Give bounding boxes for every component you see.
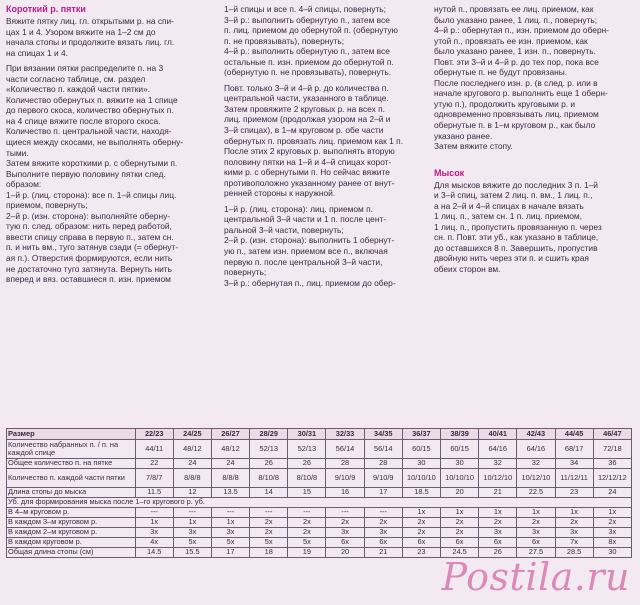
table-cell: 56/14 xyxy=(364,440,402,459)
text-line: центральной 3–й части и 1 п. после цент- xyxy=(224,214,387,225)
text-line: 4–й р.: выполнить обернутую п., затем все xyxy=(224,46,390,57)
column-3 xyxy=(434,4,634,275)
size-header-cell: 40/41 xyxy=(479,429,517,440)
table-cell: 8/8/8 xyxy=(211,469,249,488)
table-cell: 10/10/10 xyxy=(402,469,440,488)
table-cell: 52/13 xyxy=(288,440,326,459)
table-cell: 56/14 xyxy=(326,440,364,459)
text-line: 2–й р. (изн. сторона): выполнить 1 обернут- xyxy=(224,235,395,246)
table-cell: 23 xyxy=(555,488,593,498)
text-line: на 4 спице вяжите после второго скоса. xyxy=(6,115,161,126)
table-cell: 1x xyxy=(211,518,249,528)
text-line: было указано ранее, 1 изн. п., повернуть. xyxy=(434,46,596,57)
table-cell: 26 xyxy=(288,459,326,469)
table-row xyxy=(7,488,632,498)
table-cell: 5x xyxy=(288,538,326,548)
text-line: центральной части, указанного в таблице. xyxy=(224,93,389,104)
table-cell: 8/10/8 xyxy=(288,469,326,488)
text-line: ая п.). Отверстия формируются, если нить xyxy=(6,253,173,264)
table-cell: 14 xyxy=(250,488,288,498)
text-line: противоположно указанному ранее от внут- xyxy=(224,177,395,188)
table-cell: 23 xyxy=(402,548,440,558)
text-line: кими р. с обернутыми п. Но сейчас вяжите xyxy=(224,167,390,178)
table-cell: 24 xyxy=(593,488,631,498)
table-cell: 3x xyxy=(173,528,211,538)
text-line: Затем провяжите 2 круговых р. на всех п. xyxy=(224,103,385,114)
text-line: 1–й спицы и все п. 4–й спицы, повернуть; xyxy=(224,4,386,14)
text-line: 3–й спицах), в 1–м круговом р. обе части xyxy=(224,125,384,136)
text-line: (обернутую п. не провязывать), повернуть. xyxy=(224,67,392,78)
table-cell: 1x xyxy=(555,508,593,518)
text-line: обернутые п. в 1–м круговом р., как было xyxy=(434,120,596,131)
column-2 xyxy=(224,4,424,288)
text-line: первую п. после центральной 3–й части, xyxy=(224,256,383,267)
size-header-label: Размер xyxy=(7,429,136,440)
table-cell: 2x xyxy=(440,528,478,538)
text-line: 2–й р. (изн. сторона): выполняйте оберну- xyxy=(6,210,171,221)
text-line: двойную нить через эти п. и сшить края xyxy=(434,253,589,264)
table-row xyxy=(7,498,632,508)
table-cell: 24.5 xyxy=(440,548,478,558)
size-header-row xyxy=(7,429,632,440)
table-cell: 6x xyxy=(517,538,555,548)
table-cell: 11.5 xyxy=(135,488,173,498)
table-cell: 16 xyxy=(326,488,364,498)
table-cell: 14.5 xyxy=(135,548,173,558)
text-line: щиеся между скосами, не выполнять оберну- xyxy=(6,137,184,148)
watermark-logo: Postila.ru xyxy=(441,555,630,599)
row-label: В 4–м круговом р. xyxy=(7,508,136,518)
table-cell: 15.5 xyxy=(173,548,211,558)
text-line: образом: xyxy=(6,179,42,190)
table-row xyxy=(7,459,632,469)
table-cell: 2x xyxy=(479,518,517,528)
size-header-cell: 36/37 xyxy=(402,429,440,440)
table-cell: 6x xyxy=(364,538,402,548)
text-line: «Количество п. каждой части пятки». xyxy=(6,84,151,95)
table-cell: 1x xyxy=(173,518,211,528)
table-cell: 3x xyxy=(593,528,631,538)
size-header-cell: 26/27 xyxy=(211,429,249,440)
table-cell: 18.5 xyxy=(402,488,440,498)
size-header-cell: 30/31 xyxy=(288,429,326,440)
text-line: обеих сторон вм. xyxy=(434,264,501,275)
text-line: одновременно провязывать лиц. приемом xyxy=(434,109,599,120)
text-line: 3–й р.: обернутая п., лиц. приемом до обер- xyxy=(224,277,396,288)
table-row xyxy=(7,528,632,538)
table-cell: 7x xyxy=(555,538,593,548)
table-cell: 3x xyxy=(211,528,249,538)
text-line: 3–й р.: выполнить обернутую п., затем все xyxy=(224,14,390,25)
table-cell: 28 xyxy=(326,459,364,469)
table-cell: 4x xyxy=(135,538,173,548)
text-line: нутой п., провязать ее лиц. приемом, как xyxy=(434,4,594,14)
table-cell: 18 xyxy=(250,548,288,558)
size-header-cell: 42/43 xyxy=(517,429,555,440)
size-header-cell: 34/35 xyxy=(364,429,402,440)
text-line: Затем вяжите стопу. xyxy=(434,141,513,152)
row-label: В каждом 2–м круговом р. xyxy=(7,528,136,538)
table-cell: 64/16 xyxy=(517,440,555,459)
table-cell: 21 xyxy=(479,488,517,498)
table-cell: 44/11 xyxy=(135,440,173,459)
row-label: Общая длина стопы (см) xyxy=(7,548,136,558)
text-line: Повт. эти 3–й и 4–й р. до тех пор, пока все xyxy=(434,56,599,67)
size-table xyxy=(6,428,632,558)
table-cell: 2x xyxy=(555,518,593,528)
text-line: утой п., провязать ее изн. приемом, как xyxy=(434,35,588,46)
table-cell: --- xyxy=(326,508,364,518)
size-header-cell: 28/29 xyxy=(250,429,288,440)
table-cell: --- xyxy=(288,508,326,518)
text-line: указано ранее. xyxy=(434,130,493,141)
table-cell: 9/10/9 xyxy=(364,469,402,488)
text-line: и 3–й спиц, затем 2 лиц. п. вм., 1 лиц. п., xyxy=(434,190,593,201)
table-cell: 1x xyxy=(479,508,517,518)
text-line: а на 2–й и 4–й спицах в начале вязать xyxy=(434,200,584,211)
table-cell: 68/17 xyxy=(555,440,593,459)
table-cell: 8/8/8 xyxy=(173,469,211,488)
table-cell: 3x xyxy=(135,528,173,538)
table-cell: 30 xyxy=(402,459,440,469)
text-line: части согласно таблице, см. раздел xyxy=(6,73,146,84)
text-line: лиц. приемом (продолжая узором на 2–й и xyxy=(224,114,391,125)
table-cell: 24 xyxy=(211,459,249,469)
table-cell: 2x xyxy=(402,518,440,528)
table-cell: 32 xyxy=(517,459,555,469)
table-cell: --- xyxy=(364,508,402,518)
row-label: Общее количество п. на пятке xyxy=(7,459,136,469)
table-cell: 20 xyxy=(440,488,478,498)
table-cell: 30 xyxy=(593,548,631,558)
text-line: повернуть; xyxy=(224,267,267,278)
heading-toe: Мысок xyxy=(434,167,465,178)
text-line: 1–й р. (лиц. сторона): все п. 1–й спицы лиц. xyxy=(6,189,177,200)
heading-short-heel: Короткий р. пятки xyxy=(6,4,86,14)
table-cell: 10/12/10 xyxy=(479,469,517,488)
table-cell: 9/10/9 xyxy=(326,469,364,488)
table-cell: 48/12 xyxy=(173,440,211,459)
text-line: Повт. только 3–й и 4–й р. до количества п. xyxy=(224,82,389,93)
text-line: до оставшихся 8 п. Завершить, пропустив xyxy=(434,242,598,253)
row-label: Длина стопы до мыска xyxy=(7,488,136,498)
table-cell: 8/10/8 xyxy=(250,469,288,488)
size-header-cell: 32/33 xyxy=(326,429,364,440)
spacer xyxy=(434,152,634,168)
table-cell: 2x xyxy=(250,528,288,538)
table-cell: 6x xyxy=(326,538,364,548)
table-cell: 2x xyxy=(250,518,288,528)
text-line: Количество обернутых п. вяжите на 1 спице xyxy=(6,94,178,105)
text-line: При вязании пятки распределите п. на 3 xyxy=(6,63,164,74)
table-cell: 2x xyxy=(593,518,631,528)
text-line: ввести спицу справа в первую п., затем сн. xyxy=(6,231,174,242)
column-1 xyxy=(6,4,206,285)
table-cell: 2x xyxy=(288,518,326,528)
row-label: В каждом круговом р. xyxy=(7,538,136,548)
text-line: п. и нить вм., туго затянув сзади (= обернут- xyxy=(6,242,179,253)
text-line: После этих 2 круговых р. выполнять вторую xyxy=(224,146,395,157)
table-cell: 6x xyxy=(440,538,478,548)
text-line: на спицах 1 и 4. xyxy=(6,47,68,58)
table-cell: 10/10/10 xyxy=(440,469,478,488)
table-cell: 26 xyxy=(479,548,517,558)
table-cell: 7/8/7 xyxy=(135,469,173,488)
table-cell: 22 xyxy=(135,459,173,469)
table-cell: 5x xyxy=(211,538,249,548)
text-line: было указано ранее, 1 лиц. п., повернуть; xyxy=(434,14,598,25)
decrease-section-label: Уб. для формирования мыска после 1–го кругового р. уб. xyxy=(7,498,632,508)
table-cell: 12/12/12 xyxy=(593,469,631,488)
table-cell: 11/12/11 xyxy=(555,469,593,488)
table-cell: 17 xyxy=(211,548,249,558)
table-row xyxy=(7,508,632,518)
table-cell: 2x xyxy=(288,528,326,538)
table-cell: 34 xyxy=(555,459,593,469)
text-line: половину пятки на 1–й и 4–й спицах корот- xyxy=(224,156,392,167)
text-line: Выполните первую половину пятки след. xyxy=(6,168,166,179)
table-cell: 3x xyxy=(517,528,555,538)
table-cell: 1x xyxy=(135,518,173,528)
text-line: 4–й р.: обернутая п., изн. приемом до оберн- xyxy=(434,25,610,36)
table-row xyxy=(7,538,632,548)
table-cell: 64/16 xyxy=(479,440,517,459)
table-cell: 52/13 xyxy=(250,440,288,459)
row-label: В каждом 3–м круговом р. xyxy=(7,518,136,528)
text-line: 1–й р. (лиц. сторона): лиц. приемом п. xyxy=(224,203,373,214)
table-cell: 3x xyxy=(326,528,364,538)
table-cell: 28.5 xyxy=(555,548,593,558)
table-cell: 22.5 xyxy=(517,488,555,498)
table-cell: 60/15 xyxy=(440,440,478,459)
table-row xyxy=(7,440,632,459)
text-line: Затем вяжите короткими р. с обернутыми п. xyxy=(6,158,178,169)
table-cell: 5x xyxy=(173,538,211,548)
table-cell: 6x xyxy=(402,538,440,548)
text-line: начала стопы и продолжите вязать лиц. гл. xyxy=(6,37,175,48)
text-line: цах 1 и 4. Узором вяжите на 1–2 см до xyxy=(6,26,156,37)
text-line: тыми. xyxy=(6,147,29,158)
size-header-cell: 22/23 xyxy=(135,429,173,440)
text-line: ренней стороны к наружной. xyxy=(224,188,336,199)
table-cell: 3x xyxy=(479,528,517,538)
table-row xyxy=(7,469,632,488)
text-line: сн. п. Повт. эти уб., как указано в таблице, xyxy=(434,232,599,243)
text-line: 1 лиц. п., пропустить провязанную п. через xyxy=(434,221,602,232)
table-cell: 24 xyxy=(173,459,211,469)
text-line: Количество п. центральной части, находя- xyxy=(6,126,172,137)
table-cell: 2x xyxy=(364,518,402,528)
text-line: приемом, повернуть; xyxy=(6,200,88,211)
table-cell: 3x xyxy=(364,528,402,538)
table-cell: 6x xyxy=(479,538,517,548)
table-cell: 1x xyxy=(402,508,440,518)
table-cell: 17 xyxy=(364,488,402,498)
text-line: обернутых п. провязать лиц. приемом как 1 п. xyxy=(224,135,404,146)
table-cell: 20 xyxy=(326,548,364,558)
table-cell: 3x xyxy=(555,528,593,538)
text-columns xyxy=(6,4,634,422)
text-line: утую п.), продолжить круговыми р. и xyxy=(434,98,576,109)
table-cell: 28 xyxy=(364,459,402,469)
table-cell: 72/18 xyxy=(593,440,631,459)
size-header-cell: 38/39 xyxy=(440,429,478,440)
table-cell: 48/12 xyxy=(211,440,249,459)
table-row xyxy=(7,518,632,528)
text-line: ую п., затем изн. приемом все п., включая xyxy=(224,246,388,257)
table-cell: 60/15 xyxy=(402,440,440,459)
text-line: начале кругового р. выполнить еще 1 оберн- xyxy=(434,88,608,99)
text-line: не достаточно туго затянута. Вернуть нить xyxy=(6,263,173,274)
table-cell: 36 xyxy=(593,459,631,469)
text-line: остальные п. изн. приемом до обернутой п. xyxy=(224,56,394,67)
table-cell: 12 xyxy=(173,488,211,498)
text-line: 1 лиц. п., затем сн. 1 п. лиц. приемом, xyxy=(434,211,582,222)
table-cell: 2x xyxy=(517,518,555,528)
text-line: обернутые п. не будут провязаны. xyxy=(434,67,568,78)
table-cell: 1x xyxy=(517,508,555,518)
row-label: Количество набранных п. / п. на каждой спице xyxy=(7,440,136,459)
table-cell: --- xyxy=(173,508,211,518)
table-cell: --- xyxy=(250,508,288,518)
table-cell: --- xyxy=(211,508,249,518)
text-line: до первого скоса, количество обернутых п. xyxy=(6,105,174,116)
size-header-cell: 44/45 xyxy=(555,429,593,440)
table-cell: 21 xyxy=(364,548,402,558)
table-cell: 2x xyxy=(326,518,364,528)
size-header-cell: 24/25 xyxy=(173,429,211,440)
table-cell: 19 xyxy=(288,548,326,558)
table-cell: 5x xyxy=(250,538,288,548)
table-cell: 2x xyxy=(440,518,478,528)
table-cell: 15 xyxy=(288,488,326,498)
text-line: п. лиц. приемом до обернутой п. (обернутую xyxy=(224,25,398,36)
table-cell: 1x xyxy=(593,508,631,518)
row-label: Количество п. каждой части пятки xyxy=(7,469,136,488)
table-cell: 8x xyxy=(593,538,631,548)
table-cell: 30 xyxy=(440,459,478,469)
table-cell: 32 xyxy=(479,459,517,469)
text-line: ральной 3–й части, повернуть; xyxy=(224,224,344,235)
text-line: вперед и вяз. оставшиеся п. изн. приемом xyxy=(6,274,171,285)
table-cell: 13.5 xyxy=(211,488,249,498)
text-line: Для мысков вяжите до последних 3 п. 1–й xyxy=(434,179,598,190)
text-line: п. не провязывать), повернуть; xyxy=(224,35,345,46)
table-cell: --- xyxy=(135,508,173,518)
table-cell: 10/12/10 xyxy=(517,469,555,488)
size-header-cell: 46/47 xyxy=(593,429,631,440)
table-cell: 26 xyxy=(250,459,288,469)
table-cell: 1x xyxy=(440,508,478,518)
table-cell: 27.5 xyxy=(517,548,555,558)
text-line: тую п. след. образом: нить перед работой, xyxy=(6,221,172,232)
text-line: После последнего изн. р. (в след. р. или в xyxy=(434,77,598,88)
table-cell: 2x xyxy=(402,528,440,538)
text-line: Вяжите пятку лиц. гл. открытыми р. на спи- xyxy=(6,16,175,26)
